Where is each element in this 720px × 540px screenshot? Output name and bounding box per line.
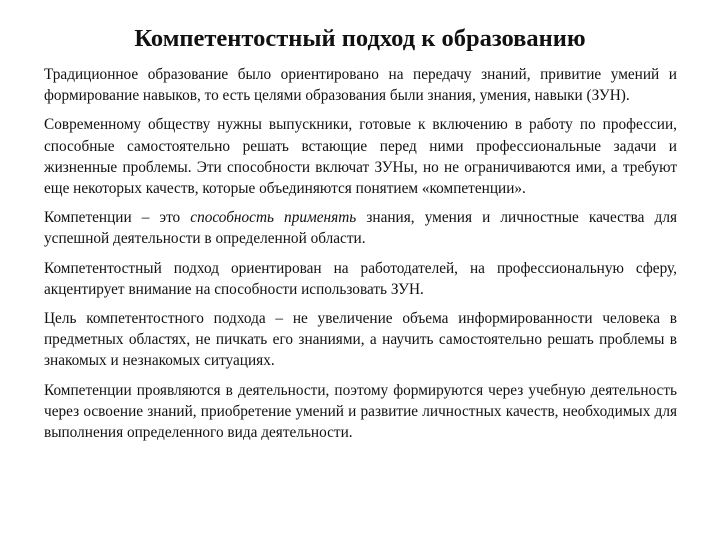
paragraph-competence-formation: Компетенции проявляются в деятельности, поэтому формируются через учебную деятельность через освоение знаний, приобретение умений и развитие личностных качеств, необходимых для выполнения определенного вида деятельности. — [44, 381, 677, 442]
slide-title: Компетентостный подход к образованию — [134, 25, 586, 52]
definition-lead-text: Компетенции – это — [44, 209, 191, 227]
slide-body — [44, 64, 677, 451]
paragraph-competence-definition — [44, 207, 677, 249]
definition-tail-text: знания, умения и личностные качества для успешной деятельности в определенной области. — [44, 209, 677, 248]
paragraph-modern-society: Современному обществу нужны выпускники, готовые к включению в работу по профессии, способные самостоятельно решать встающие перед ними профессиональные задачи и жизненные проблемы. Эти способности включат ЗУНы, но не ограничиваются ими, а требуют еще некоторых качеств, которые объединяются понятием «компетенции». — [44, 116, 677, 198]
paragraph-traditional-education: Традиционное образование было ориентировано на передачу знаний, привитие умений и формирование навыков, то есть целями образования были знания, умения, навыки (ЗУН). — [44, 66, 677, 105]
paragraph-employer-orientation: Компетентостный подход ориентирован на работодателей, на профессиональную сферу, акцентирует внимание на способности использовать ЗУН. — [44, 259, 677, 298]
definition-emphasis: способность применять — [190, 209, 357, 227]
paragraph-approach-goal: Цель компетентостного подхода – не увеличение объема информированности человека в предметных областях, не пичкать его знаниями, а научить самостоятельно решать проблемы в знакомых и незнакомых ситуациях. — [44, 310, 677, 370]
